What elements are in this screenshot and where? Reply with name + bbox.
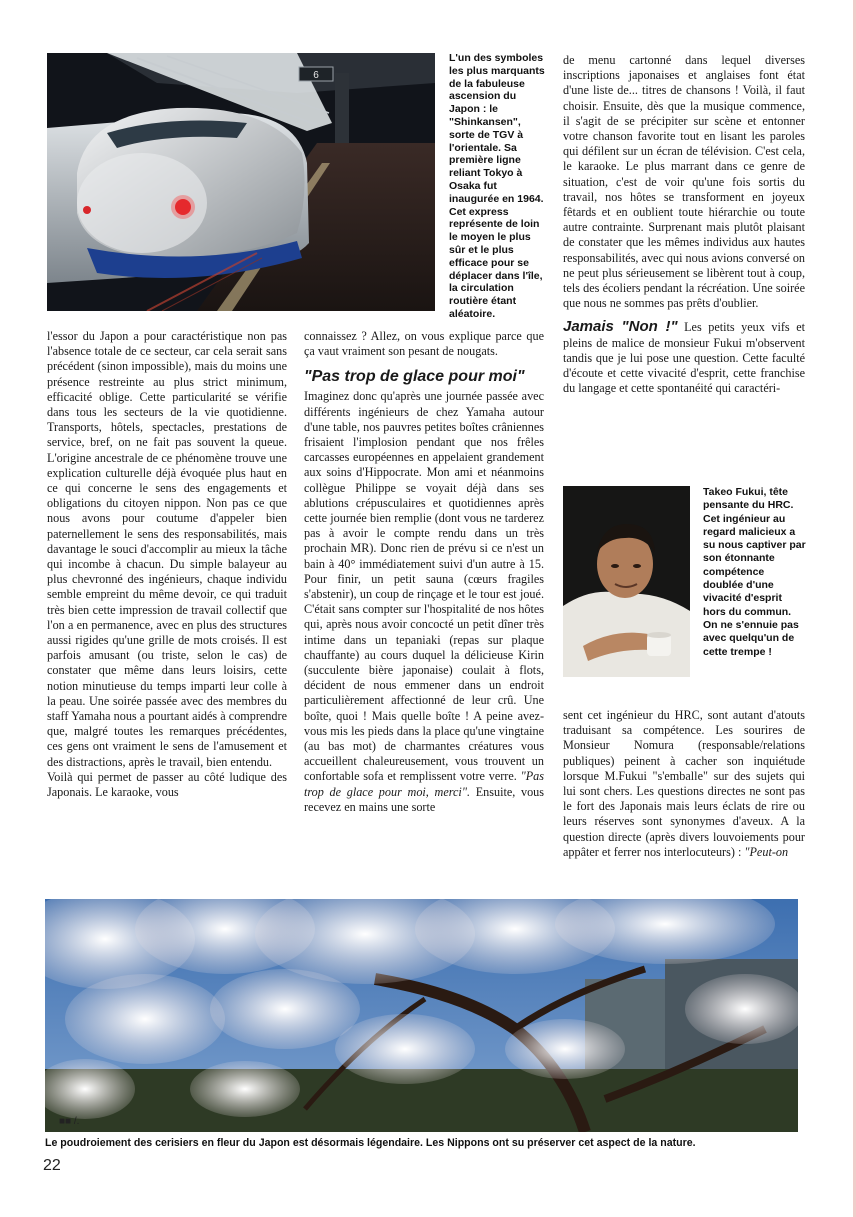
col3-body: Les petits yeux vifs et pleins de malice de monsieur Fukui m'observent tandis que je lui pose une question. Cette faculté d'écoute et cette vivacité d'esprit, cette franchise du langage et cette spontanéité qui caractéri- xyxy=(563,320,805,396)
section-heading-jamais-non: Jamais "Non !" xyxy=(563,318,678,336)
page-number: 22 xyxy=(43,1157,61,1174)
col1-paragraph-2: Voilà qui permet de passer au côté ludique des Japonais. Le karaoke, vous xyxy=(47,769,287,800)
shinkansen-photo xyxy=(47,53,435,311)
col3-quote: "Peut-on xyxy=(744,844,789,859)
cherry-blossom-illustration xyxy=(45,899,798,1132)
shinkansen-caption: L'un des symboles les plus marquants de la fabuleuse ascension du Japon : le "Shinkansen", sorte de TGV à l'orientale. Sa première ligne reliant Tokyo à Osaka fut inaugurée en 1964. Cet express représente de loin le moyen le plus sûr et le plus efficace pour se déplacer dans l'île, la circulation routière étant aléatoire. xyxy=(449,52,545,320)
col2-body: Imaginez donc qu'après une journée passée avec différents ingénieurs de chez Yamaha autour d'une table, nos pauvres petites boîtes crâniennes frisaient l'implosion pendant que nos frêles carcasses européennes en appelaient grandement aux soins d'Hippocrate. Mon ami et néanmoins collègue Philippe se voyait déjà dans ses ablutions crépusculaires et quotidiennes après cette journée bien remplie (dont vous ne tarderez pas à avoir le compte rendu dans un très prochain MR). Donc rien de prévu si ce n'est un bain à 40° immédiatement suivi d'un autre à 15. Pour finir, un petit sauna (cœurs fragiles s'abstenir), un coup de rinçage et le tour est joué. C'était sans compter sur l'hospitalité de nos hôtes qui, après nous avoir concocté un petit dîner très intime dans un tepaniaki (repas sur plaque chauffante) au cours duquel la délicieuse Kirin (succulente bière japonaise) coulait à flots, décident de nous emmener dans un endroit particulièrement affectionné de leur crû. Une boîte, quoi ! Mais quelle boîte ! A peine avez-vous mis les pieds dans la place qu'une vingtaine (au bas mot) de charmantes créatures vous accueillent chaleureusement, vous trouvent un confortable sofa et remplissent votre verre. xyxy=(304,389,544,784)
cherry-blossom-caption: Le poudroiement des cerisiers en fleur du Japon est désormais légendaire. Les Nippons ont su préserver cet aspect de la nature. xyxy=(45,1137,696,1149)
col2-paragraph-1: connaissez ? Allez, on vous explique parce que ça vaut vraiment son pesant de nougats. xyxy=(304,329,544,359)
cherry-blossom-photo xyxy=(45,899,798,1132)
article-column-3-bottom xyxy=(563,708,805,860)
article-column-3-top xyxy=(563,53,805,396)
takeo-fukui-photo xyxy=(563,486,690,677)
article-column-2 xyxy=(304,329,544,815)
platform-sign: 6 xyxy=(313,70,319,81)
col3-paragraph-2 xyxy=(563,319,805,396)
col3-body-2: sent cet ingénieur du HRC, sont autant d'atouts traduisant sa compétence. Les sourires de Monsieur Nomura (responsable/relations publiques) peinent à cacher son inquiétude lorsque M.Fukui "s'emballe" sur des sujets qui lui sont chers. Les questions directes ne sont pas le fort des Japonais mais leurs éclats de rire ou leurs réserves sont synonymes d'aveux. A la question directe (après divers louvoiements pour appâter et ferrer nos interlocuteurs) : xyxy=(563,708,805,859)
col3-paragraph-3 xyxy=(563,708,805,860)
shinkansen-illustration xyxy=(47,53,435,311)
col2-paragraph-2 xyxy=(304,389,544,815)
svg-text:■■ /.: ■■ /. xyxy=(59,1116,80,1127)
col2-body-end: Ensuite, vous recevez en mains une sorte xyxy=(304,784,544,814)
section-heading-glace: "Pas trop de glace pour moi" xyxy=(304,368,525,386)
article-column-1 xyxy=(47,329,287,800)
col1-paragraph-1: l'essor du Japon a pour caractéristique non pas l'absence totale de ce secteur, car cela serait sans précédent (sinon impossible), mais du moins une présence restreinte au plus strict minimum, efficacité oblige. Cette particularité se vérifie dans tous les secteurs de la vie quotidienne. Transports, hôtels, spectacles, prestations de service, bref, on ne fait pas souvent la queue. L'origine ancestrale de ce phénomène trouve une explication culturelle déjà évoquée plus haut en ce qui concerne le sens des engagements et obligations du citoyen nippon. Non pas ce que nous avons pour coutume d'appeler bien paternellement le sens des responsabilités, mais davantage le souci d'accomplir au mieux la tâche qui incombe à chacun. Du simple balayeur au plus chevronné des ingénieurs, chaque individu semble empreint du même devoir, ce qui traduit très bien cette impression de travail collectif que l'on a en permanence, avec en plus des structures aussi rigides qu'une grille de mots croisés. Il est parfois amusant (ou triste, selon le cas) de constater que même dans leurs loisirs, cette notion minutieuse du temps imparti leur colle à la peau. Une soirée passée avec des membres du staff Yamaha nous a pourtant aidés à comprendre que, malgré toutes les remarques précédentes, ces gens ont vraiment le sens de l'amusement et des distractions, après le travail, bien entendu. xyxy=(47,329,287,769)
portrait-illustration xyxy=(563,486,690,677)
fukui-caption: Takeo Fukui, tête pensante du HRC. Cet ingénieur au regard malicieux a su nous captiver par son étonnante compétence doublée d'une vivacité d'esprit hors du commun. On ne s'ennuie pas avec quelqu'un de cette trempe ! xyxy=(703,486,806,658)
col3-paragraph-1: de menu cartonné dans lequel diverses inscriptions japonaises et anglaises font état d'une liste de... titres de chansons ! Voilà, il faut choisir. Ensuite, dès que la musique commence, il s'agit de se précipiter sur scène et entonner votre chanson favorite tout en lisant les paroles qui défilent sur un écran de télévision. C'est cela, le karaoke. Le plus marrant dans ce genre de situation, c'est de voir qu'une fois sortis du travail, nos hôtes se transforment en joyeux fêtards et en oublient toute hiérarchie ou toute autre contrainte. Surprenant mais plutôt plaisant de constater que les mêmes individus aux hautes responsabilités, avec qui nous avions conversé on ne peut plus sérieusement se libèrent tout à coup, tels des écoliers pendant la récréation. Une soirée que nous ne sommes pas prêts d'oublier. xyxy=(563,53,806,311)
col2-quote: "Pas trop de glace pour moi, merci". xyxy=(304,769,544,799)
